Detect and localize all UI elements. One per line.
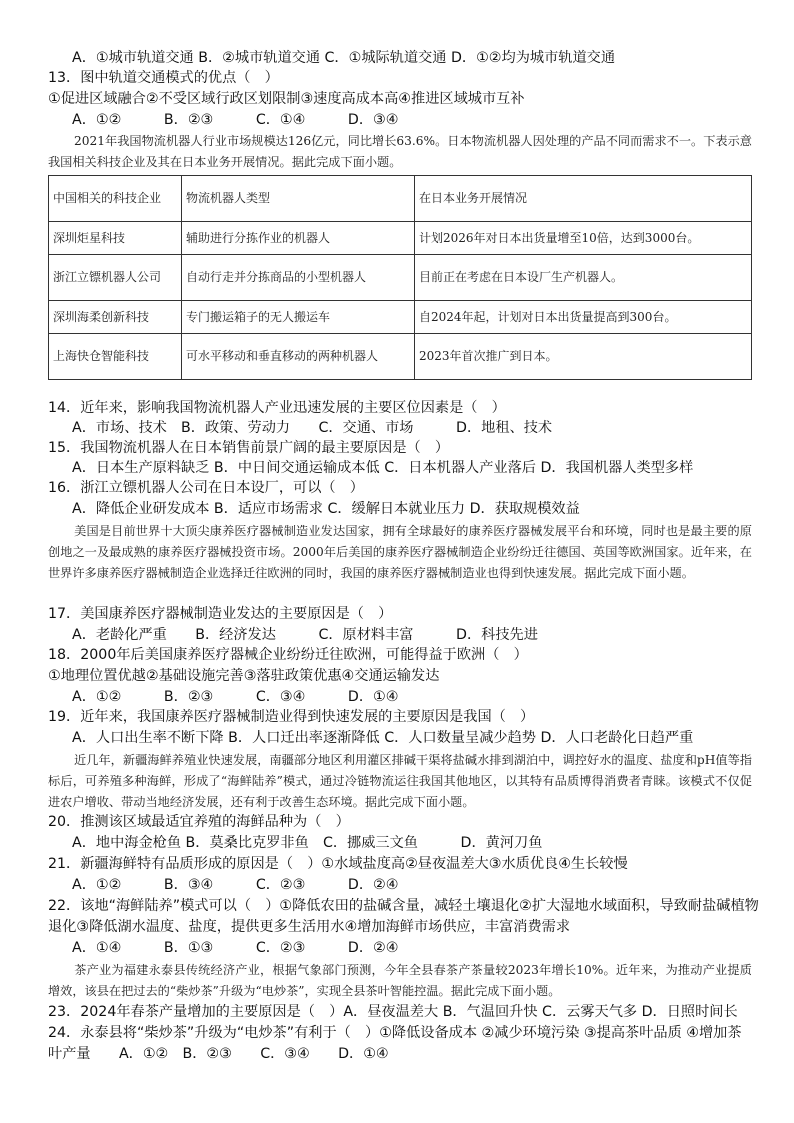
q15-stem: 15．我国物流机器人在日本销售前景广阔的最主要原因是（ ） [48, 440, 450, 456]
q18-options: A．①② B．②③ C．③④ D．①④ [72, 689, 399, 705]
q22-options: A．①④ B．①③ C．②③ D．②④ [72, 940, 399, 956]
seafood-passage: 近几年，新疆海鲜养殖业快速发展，南疆部分地区利用灌区排碱干渠将盐碱水排到湖泊中，调控好水的温度、盐度和pH值等指标后，可养殖多种海鲜，形成了“海鲜陆养”模式，通过冷链物流运往我国其他地区，以其特有品质博得消费者青睐。该模式不仅促进农户增收、带动当地经济发展，还有利于改善生态环境。据此完成下面小题。 [48, 753, 752, 809]
table-cell: 2023年首次推广到日本。 [415, 334, 752, 380]
q17-stem: 17．美国康养医疗器械制造业发达的主要原因是（ ） [48, 606, 393, 622]
q19-options: A．人口出生率不断下降 B．人口迁出率逐渐降低 C．人口数量呈减少趋势 D．人口老龄化日趋严重 [72, 730, 694, 746]
q21-stem: 21．新疆海鲜特有品质形成的原因是（ ）①水域盐度高②昼夜温差大③水质优良④生长较慢 [48, 856, 628, 872]
q18-items: ①地理位置优越②基础设施完善③落驻政策优惠④交通运输发达 [48, 668, 440, 684]
table-cell: 可水平移动和垂直移动的两种机器人 [182, 334, 415, 380]
robot-company-table [48, 175, 752, 380]
table-cell: 自动行走并分拣商品的小型机器人 [182, 255, 415, 301]
q23-line: 23．2024年春茶产量增加的主要原因是（ ）A．昼夜温差大 B．气温回升快 C．云雾天气多 D．日照时间长 [48, 1004, 738, 1020]
table-cell: 自2024年起，计划对日本出货量提高到300台。 [415, 301, 752, 334]
q13-options: A．①② B．②③ C．①④ D．③④ [72, 112, 399, 128]
q24-line1: 24．永泰县将“柴炒茶”升级为“电炒茶”有利于（ ）①降低设备成本 ②减少环境污染 ③提高茶叶品质 ④增加茶 [48, 1025, 742, 1041]
medical-passage: 美国是目前世界十大顶尖康养医疗器械制造业发达国家，拥有全球最好的康养医疗器械发展平台和环境，同时也是最主要的原创地之一及最成熟的康养医疗器械投资市场。2000年后美国的康养医疗器械制造企业纷纷迁往德国、英国等欧洲国家。近年来，在世界许多康养医疗器械制造企业选择迁往欧洲的同时，我国的康养医疗器械制造业也得到快速发展。据此完成下面小题。 [48, 524, 752, 580]
table-header-cell: 在日本业务开展情况 [415, 176, 752, 222]
q16-stem: 16．浙江立镖机器人公司在日本设厂，可以（ ） [48, 480, 364, 496]
table-row [49, 334, 752, 380]
q16-options: A．降低企业研发成本 B．适应市场需求 C．缓解日本就业压力 D．获取规模效益 [72, 501, 580, 517]
q15-options: A．日本生产原料缺乏 B．中日间交通运输成本低 C．日本机器人产业落后 D．我国机器人类型多样 [72, 460, 694, 476]
q19-stem: 19．近年来，我国康养医疗器械制造业得到快速发展的主要原因是我国（ ） [48, 709, 535, 725]
q24-line2: 叶产量 A．①② B．②③ C．③④ D．①④ [48, 1046, 389, 1062]
q20-stem: 20．推测该区域最适宜养殖的海鲜品种为（ ） [48, 814, 350, 830]
table-cell: 上海快仓智能科技 [49, 334, 182, 380]
q13-stem: 13．图中轨道交通模式的优点（ ） [48, 70, 279, 86]
q14-stem: 14．近年来，影响我国物流机器人产业迅速发展的主要区位因素是（ ） [48, 400, 506, 416]
q22-line2: 退化③降低湖水温度、盐度，提供更多生活用水④增加海鲜市场供应，丰富消费需求 [48, 919, 571, 935]
q21-options: A．①② B．③④ C．②③ D．②④ [72, 877, 399, 893]
table-row [49, 301, 752, 334]
table-header-row [49, 176, 752, 222]
table-header-cell: 中国相关的科技企业 [49, 176, 182, 222]
table-cell: 目前正在考虑在日本设厂生产机器人。 [415, 255, 752, 301]
table-cell: 深圳炬星科技 [49, 222, 182, 255]
q20-options: A．地中海金枪鱼 B．莫桑比克罗非鱼 C．挪威三文鱼 D．黄河刀鱼 [72, 835, 543, 851]
table-cell: 专门搬运箱子的无人搬运车 [182, 301, 415, 334]
table-cell: 辅助进行分拣作业的机器人 [182, 222, 415, 255]
q22-line1: 22．该地“海鲜陆养”模式可以（ ）①降低农田的盐碱含量，减轻土壤退化②扩大湿地水域面积，导致耐盐碱植物 [48, 898, 759, 914]
q13-items: ①促进区域融合②不受区域行政区划限制③速度高成本高④推进区域城市互补 [48, 91, 525, 107]
table-cell: 浙江立镖机器人公司 [49, 255, 182, 301]
q14-options: A．市场、技术 B．政策、劳动力 C．交通、市场 D．地租、技术 [72, 420, 553, 436]
q17-options: A．老龄化严重 B．经济发达 C．原材料丰富 D．科技先进 [72, 627, 538, 643]
q12-options: A．①城市轨道交通 B．②城市轨道交通 C．①城际轨道交通 D．①②均为城市轨道交通 [72, 50, 616, 66]
q18-stem: 18．2000年后美国康养医疗器械企业纷纷迁往欧洲，可能得益于欧洲（ ） [48, 647, 528, 663]
table-header-cell: 物流机器人类型 [182, 176, 415, 222]
robot-passage: 2021年我国物流机器人行业市场规模达126亿元，同比增长63.6%。日本物流机器人因处理的产品不同而需求不一。下表示意我国相关科技企业及其在日本业务开展情况。据此完成下面小题。 [48, 134, 752, 169]
tea-passage: 茶产业为福建永泰县传统经济产业，根据气象部门预测，今年全县春茶产茶量较2023年增长10%。近年来，为推动产业提质增效，该县在把过去的“柴炒茶”升级为“电炒茶”，实现全县茶叶智能控温。据此完成下面小题。 [48, 963, 752, 998]
table-row [49, 255, 752, 301]
table-cell: 深圳海柔创新科技 [49, 301, 182, 334]
table-row [49, 222, 752, 255]
table-cell: 计划2026年对日本出货量增至10倍，达到3000台。 [415, 222, 752, 255]
